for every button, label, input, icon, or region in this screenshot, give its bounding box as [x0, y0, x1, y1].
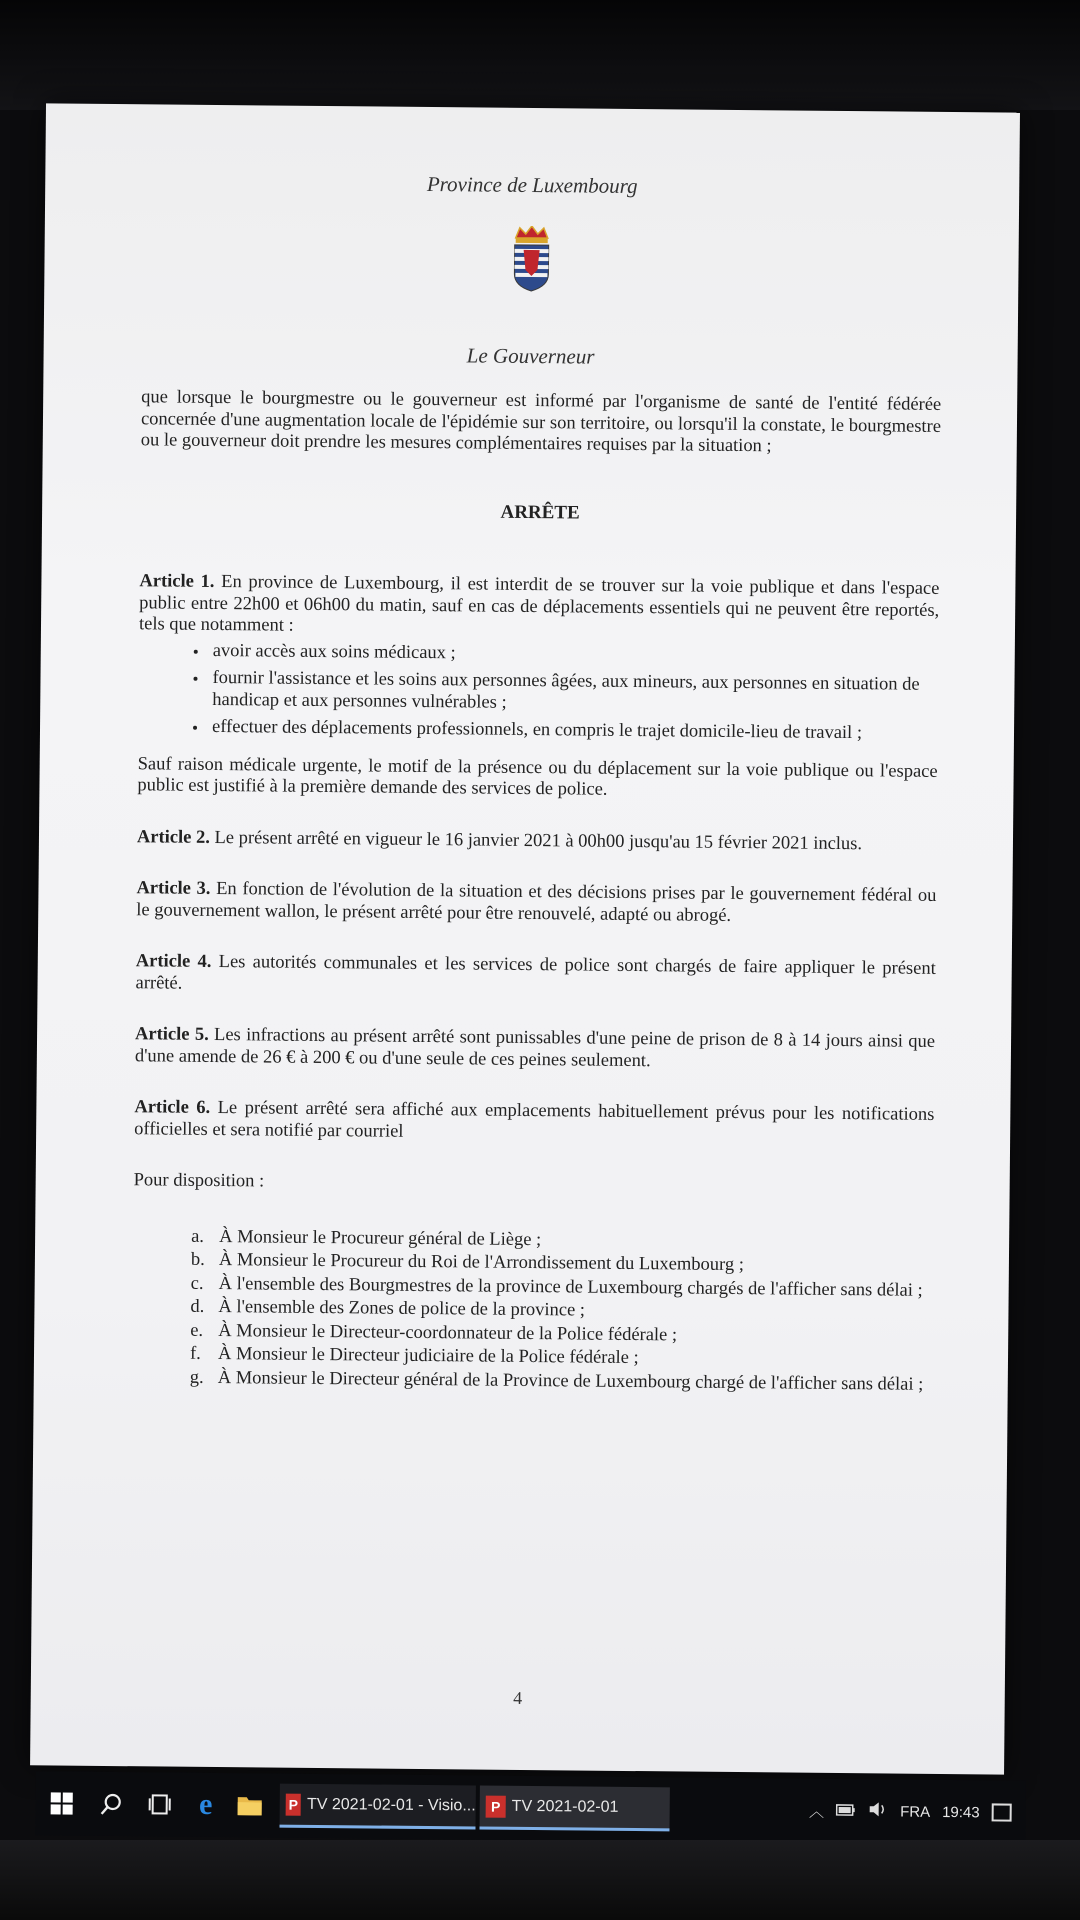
article-1-paragraph-2: Sauf raison médicale urgente, le motif de la présence ou du déplacement sur la voie publique ou l'espace public est justifié à la première demande des services de police.	[137, 753, 938, 800]
article-label: Article 5.	[134, 1024, 209, 1045]
article-label: Article 3.	[136, 878, 211, 899]
decision-heading: ARRÊTE	[500, 501, 580, 523]
windows-start-icon[interactable]	[44, 1785, 80, 1821]
article-1-bullet-list	[138, 640, 939, 746]
monitor-bezel-bottom	[0, 1840, 1080, 1920]
article-text: Les infractions au présent arrêté sont punissables d'une peine de prison de 8 à 14 jours ainsi que d'une amende de 26 € à 200 € ou d'une seule de ces peines seulement.	[134, 1024, 936, 1071]
recipient-text: À l'ensemble des Bourgmestres de la province de Luxembourg chargés de l'afficher sans délai ;	[218, 1273, 923, 1301]
recipient-item	[190, 1367, 932, 1396]
article-text: Le présent arrêté sera affiché aux emplacements habituellement prévus pour les notifications officielles et sera notifié par courriel	[134, 1097, 935, 1142]
clock-time[interactable]: 19:43	[942, 1803, 980, 1821]
governor-title: Le Gouverneur	[466, 343, 595, 369]
recipient-text: À Monsieur le Directeur général de la Province de Luxembourg chargé de l'afficher sans délai ;	[217, 1367, 924, 1395]
edge-browser-icon[interactable]: e	[198, 1787, 213, 1821]
article-label: Article 6.	[134, 1097, 211, 1118]
recipient-letter: g.	[189, 1367, 204, 1388]
monitor-bezel-top	[0, 0, 1080, 110]
recipient-letter: c.	[190, 1273, 204, 1294]
article-text: En province de Luxembourg, il est interdit de se trouver sur la voie publique et dans l'espace public entre 22h00 et 06h00 du matin, sauf en cas de déplacements essentiels qui ne peuvent être reportés, tels que notamment :	[138, 571, 940, 636]
recipient-text: À Monsieur le Procureur général de Liège ;	[219, 1226, 542, 1250]
article-1	[139, 571, 940, 643]
bullet-item: • effectuer des déplacements professionnels, en compris le trajet domicile-lieu de travail ;	[208, 717, 938, 746]
article-label: Article 1.	[139, 571, 215, 592]
recipient-letter: b.	[190, 1249, 205, 1270]
taskbar-app-powerpoint-2[interactable]	[479, 1786, 669, 1832]
article-2	[137, 827, 937, 856]
coat-of-arms-icon	[44, 221, 1019, 301]
article-label: Article 4.	[135, 951, 212, 972]
taskbar-app-label: TV 2021-02-01	[511, 1797, 619, 1816]
document-page[interactable]	[30, 103, 1020, 1774]
recipient-text: À Monsieur le Procureur du Roi de l'Arrondissement du Luxembourg ;	[218, 1250, 745, 1276]
powerpoint-icon: P	[486, 1795, 506, 1817]
chevron-up-icon[interactable]: ︿	[809, 1803, 825, 1821]
article-4	[135, 951, 935, 1002]
taskbar-app-powerpoint-1[interactable]	[279, 1784, 475, 1830]
recipient-letter: e.	[190, 1320, 204, 1341]
task-view-icon[interactable]	[142, 1786, 178, 1822]
article-5	[135, 1024, 935, 1075]
page-number: 4	[513, 1687, 523, 1708]
powerpoint-icon: P	[286, 1793, 302, 1815]
system-tray	[809, 1795, 1012, 1829]
article-text: En fonction de l'évolution de la situation et des décisions prises par le gouvernement fédéral ou le gouvernement wallon, le présent arrêté pour être renouvelé, adapté ou abrogé.	[136, 878, 937, 926]
volume-icon[interactable]	[868, 1801, 888, 1821]
article-6	[134, 1097, 934, 1148]
recipient-text: À l'ensemble des Zones de police de la province ;	[218, 1297, 586, 1321]
notification-icon[interactable]	[992, 1803, 1012, 1821]
taskbar-app-label: TV 2021-02-01 - Visio...	[306, 1795, 476, 1814]
document-body	[132, 387, 942, 1398]
recipient-letter: f.	[189, 1343, 201, 1364]
search-icon[interactable]	[94, 1786, 130, 1822]
province-header: Province de Luxembourg	[426, 171, 638, 199]
language-indicator[interactable]: FRA	[900, 1803, 931, 1821]
recipient-letter: d.	[190, 1296, 205, 1317]
recipient-letter: a.	[191, 1226, 205, 1247]
article-3	[136, 878, 936, 929]
recipients-list	[132, 1226, 934, 1396]
article-label: Article 2.	[136, 826, 211, 848]
article-text: Le présent arrêté en vigueur le 16 janvier 2021 à 00h00 jusqu'au 15 février 2021 inclus.	[209, 827, 863, 854]
disposition-label: Pour disposition :	[133, 1170, 265, 1192]
recipient-text: À Monsieur le Directeur judiciaire de la Police fédérale ;	[217, 1344, 639, 1369]
recipient-text: À Monsieur le Directeur-coordonnateur de la Police fédérale ;	[218, 1320, 678, 1345]
bullet-item: • fournir l'assistance et les soins aux personnes âgées, aux mineurs, aux personnes en situation de handicap et aux personnes vulnérables ;	[208, 668, 938, 718]
file-explorer-icon[interactable]	[232, 1787, 268, 1823]
taskbar	[35, 1771, 1026, 1845]
bullet-item: • avoir accès aux soins médicaux ;	[209, 640, 939, 669]
preamble-paragraph: que lorsque le bourgmestre ou le gouverneur est informé par l'organisme de santé de l'entité fédérée concernée d'une augmentation locale de l'épidémie sur son territoire, ou lorsqu'il la constate, le bourgmestre ou le gouverneur doit prendre les mesures complémentaires requises par la situation ;	[140, 387, 942, 457]
battery-icon[interactable]	[836, 1802, 856, 1819]
article-text: Les autorités communales et les services de police sont chargés de faire appliquer le présent arrêté.	[135, 951, 936, 994]
